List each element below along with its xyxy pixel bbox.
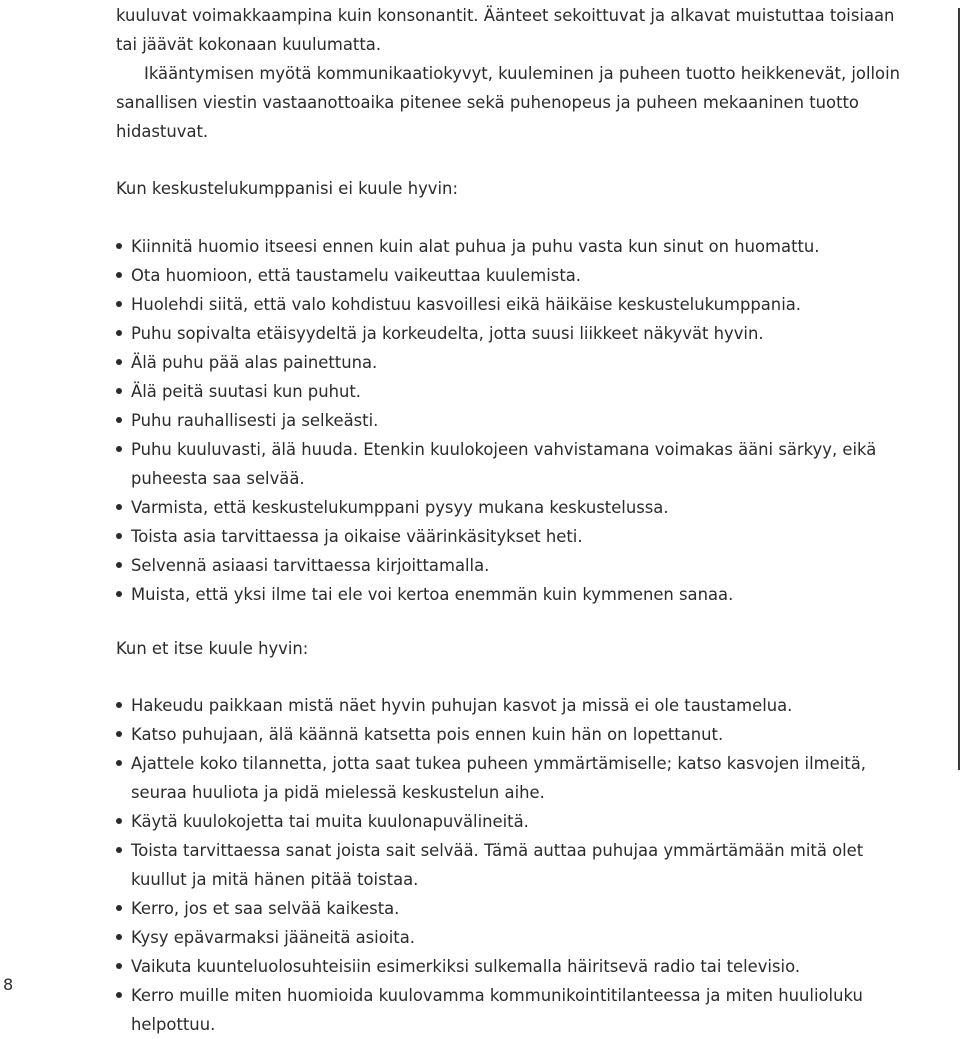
intro-paragraph-1: kuuluvat voimakkaampina kuin konsonantit. Äänteet sekoittuvat ja alkavat muistuttaa toisiaan tai jäävät kokonaan kuulumatta. [116,6,895,54]
list-item: Kerro muille miten huomioida kuulovamma kommunikointitilanteessa ja miten huulioluku helpottuu. [116,981,916,1039]
bullet-icon [116,818,122,824]
page-number: 8 [3,975,14,994]
list-item: Älä peitä suutasi kun puhut. [116,377,916,406]
bullet-icon [116,388,122,394]
list-item: Selvennä asiaasi tarvittaessa kirjoittamalla. [116,551,916,580]
list-item: Kysy epävarmaksi jääneitä asioita. [116,923,916,952]
bullet-icon [116,963,122,969]
list-item: Puhu sopivalta etäisyydeltä ja korkeudelta, jotta suusi liikkeet näkyvät hyvin. [116,319,916,348]
document-page [116,1,916,1034]
section-1-heading: Kun keskustelukumppanisi ei kuule hyvin: [116,179,458,198]
list-item: Puhu rauhallisesti ja selkeästi. [116,406,916,435]
bullet-icon [116,417,122,423]
list-item: Hakeudu paikkaan mistä näet hyvin puhujan kasvot ja missä ei ole taustamelua. [116,691,916,720]
bullet-icon [116,533,122,539]
bullet-icon [116,731,122,737]
list-item: Ajattele koko tilannetta, jotta saat tukea puheen ymmärtämiselle; katso kasvojen ilmeitä, seuraa huuliota ja pidä mielessä keskustelun aihe. [116,749,916,807]
bullet-icon [116,301,122,307]
list-item: Varmista, että keskustelukumppani pysyy mukana keskustelussa. [116,493,916,522]
list-item: Toista tarvittaessa sanat joista sait selvää. Tämä auttaa puhujaa ymmärtämään mitä olet kuullut ja mitä hänen pitää toistaa. [116,836,916,894]
bullet-icon [116,905,122,911]
bullet-icon [116,702,122,708]
section-1-list [116,232,916,609]
bullet-icon [116,562,122,568]
bullet-icon [116,847,122,853]
bullet-icon [116,934,122,940]
section-2-list [116,691,916,1039]
list-item: Älä puhu pää alas painettuna. [116,348,916,377]
list-item: Toista asia tarvittaessa ja oikaise väärinkäsitykset heti. [116,522,916,551]
bullet-icon [116,359,122,365]
bullet-icon [116,330,122,336]
list-item: Katso puhujaan, älä käännä katsetta pois ennen kuin hän on lopettanut. [116,720,916,749]
list-item: Huolehdi siitä, että valo kohdistuu kasvoillesi eikä häikäise keskustelukumppania. [116,290,916,319]
list-item: Vaikuta kuunteluolosuhteisiin esimerkiksi sulkemalla häiritsevä radio tai televisio. [116,952,916,981]
section-2-heading: Kun et itse kuule hyvin: [116,639,309,658]
list-item: Kiinnitä huomio itseesi ennen kuin alat puhua ja puhu vasta kun sinut on huomattu. [116,232,916,261]
bullet-icon [116,992,122,998]
bullet-icon [116,760,122,766]
bullet-icon [116,446,122,452]
bullet-icon [116,272,122,278]
intro-paragraph-2: Ikääntymisen myötä kommunikaatiokyvyt, kuuleminen ja puheen tuotto heikkenevät, jolloin sanallisen viestin vastaanottoaika pitenee sekä puhenopeus ja puheen mekaaninen tuotto hidastuvat. [116,64,901,141]
list-item: Muista, että yksi ilme tai ele voi kertoa enemmän kuin kymmenen sanaa. [116,580,916,609]
bullet-icon [116,243,122,249]
list-item: Ota huomioon, että taustamelu vaikeuttaa kuulemista. [116,261,916,290]
list-item: Käytä kuulokojetta tai muita kuulonapuvälineitä. [116,807,916,836]
bullet-icon [116,591,122,597]
list-item: Puhu kuuluvasti, älä huuda. Etenkin kuulokojeen vahvistamana voimakas ääni särkyy, eikä puheesta saa selvää. [116,435,916,493]
bullet-icon [116,504,122,510]
list-item: Kerro, jos et saa selvää kaikesta. [116,894,916,923]
